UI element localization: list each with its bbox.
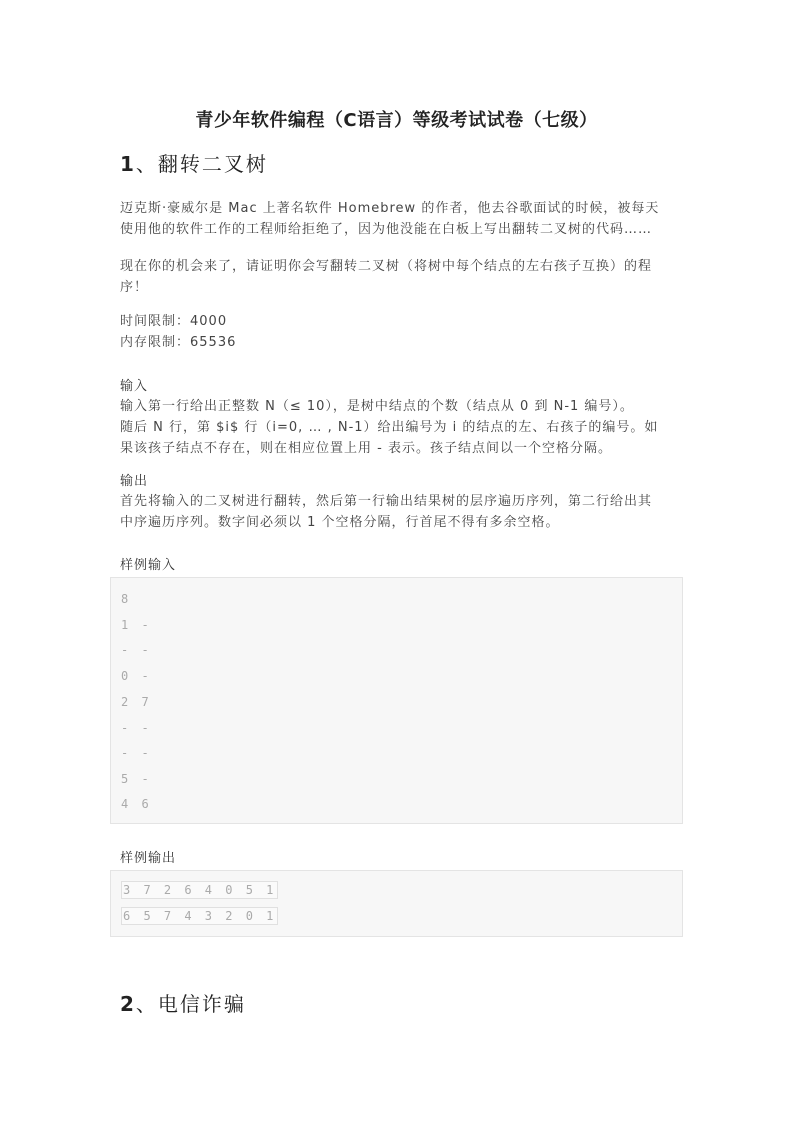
description-line-4: 序！ — [120, 280, 149, 295]
sample-output-box — [110, 870, 683, 937]
sample-output-label: 样例输出 — [120, 851, 177, 866]
input-desc-line-1: 输入第一行给出正整数 N（≤ 10），是树中结点的个数（结点从 0 到 N-1 编号）。 — [120, 399, 634, 414]
description-line-1: 迈克斯·豪威尔是 Mac 上著名软件 Homebrew 的作者，他去谷歌面试的时候，被每天 — [120, 201, 660, 216]
sample-input-line: 8 — [121, 592, 132, 606]
sample-output-line: 3 7 2 6 4 0 5 1 — [123, 883, 277, 897]
page-title: 青少年软件编程（C语言）等级考试试卷（七级） — [195, 110, 598, 131]
problem-1-heading — [120, 148, 268, 177]
problem-2-number: 2 — [120, 992, 136, 1016]
output-label: 输出 — [120, 474, 149, 489]
sample-input-line: 5 - — [121, 772, 152, 786]
output-desc-line-2: 中序遍历序列。数字间必须以 1 个空格分隔，行首尾不得有多余空格。 — [120, 515, 560, 530]
time-limit: 时间限制：4000 — [120, 314, 228, 329]
sample-input-line: 4 6 — [121, 797, 152, 811]
problem-1-number: 1 — [120, 152, 136, 176]
description-line-2: 使用他的软件工作的工程师给拒绝了，因为他没能在白板上写出翻转二叉树的代码…… — [120, 222, 653, 237]
memory-limit: 内存限制：65536 — [120, 335, 237, 350]
problem-2-title: 、电信诈骗 — [135, 992, 246, 1016]
problem-2-heading — [120, 988, 246, 1017]
input-desc-line-2: 随后 N 行，第 $i$ 行（i=0, … , N-1）给出编号为 i 的结点的左、右孩子的编号。如 — [120, 420, 659, 435]
output-desc-line-1: 首先将输入的二叉树进行翻转，然后第一行输出结果树的层序遍历序列，第二行给出其 — [120, 494, 653, 509]
description-line-3: 现在你的机会来了，请证明你会写翻转二叉树（将树中每个结点的左右孩子互换）的程 — [120, 259, 653, 274]
input-label: 输入 — [120, 379, 149, 394]
sample-input-box — [110, 577, 683, 824]
sample-output-line: 6 5 7 4 3 2 0 1 — [123, 909, 277, 923]
sample-input-line: 2 7 — [121, 695, 152, 709]
sample-input-label: 样例输入 — [120, 558, 177, 573]
sample-input-line: - - — [121, 721, 152, 735]
problem-1-title: 、翻转二叉树 — [135, 152, 268, 176]
input-desc-line-3: 果该孩子结点不存在，则在相应位置上用 - 表示。孩子结点间以一个空格分隔。 — [120, 441, 612, 456]
sample-input-line: 1 - — [121, 618, 152, 632]
sample-input-line: - - — [121, 746, 152, 760]
sample-input-line: 0 - — [121, 669, 152, 683]
sample-input-line: - - — [121, 643, 152, 657]
